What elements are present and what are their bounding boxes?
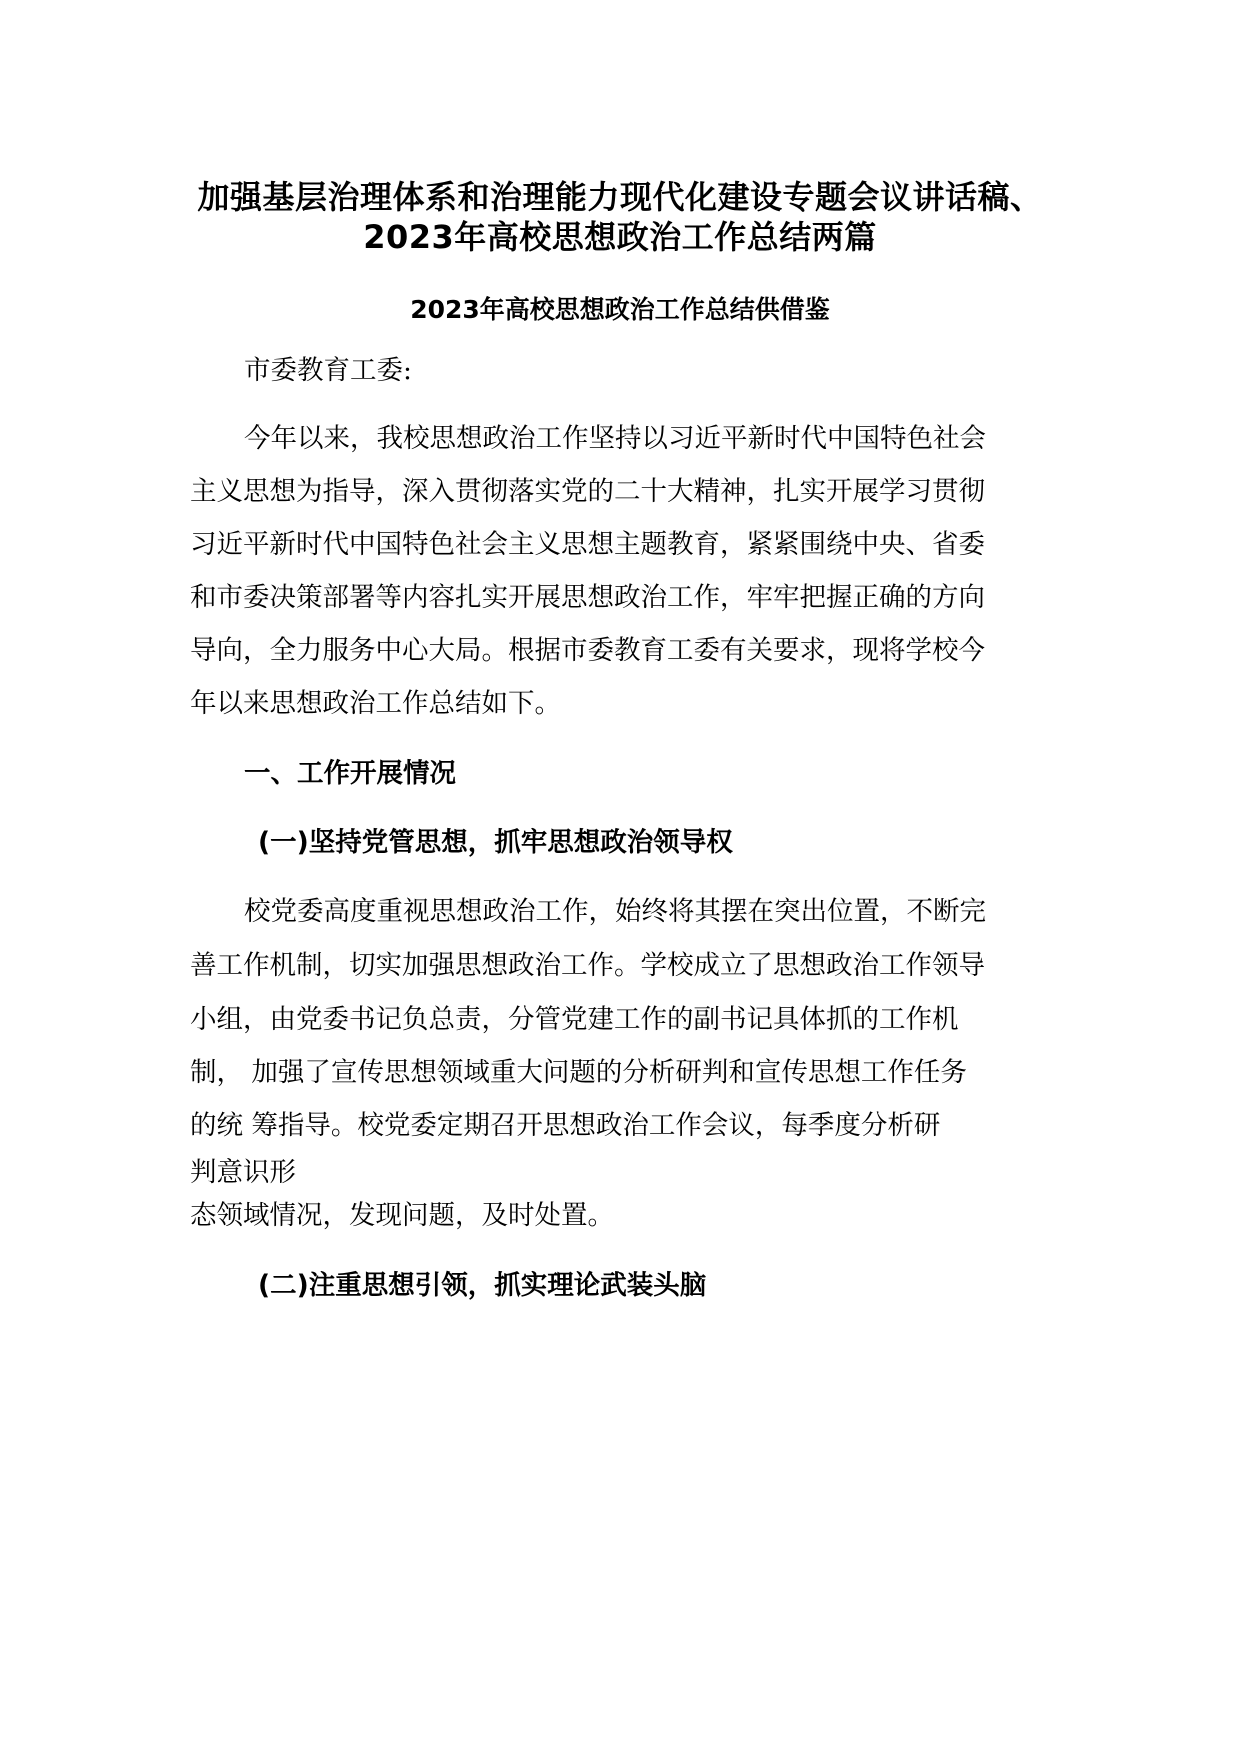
intro-line-5: 导向，全力服务中心大局。根据市委教育工委有关要求，现将学校今 (190, 635, 985, 666)
document-title-line-2: 2023年高校思想政治工作总结两篇 (363, 218, 877, 256)
subsection-1-heading: (一)坚持党管思想，抓牢思想政治领导权 (258, 827, 733, 858)
sub1-line-4: 制， 加强了宣传思想领域重大问题的分析研判和宣传思想工作任务 (190, 1057, 967, 1088)
intro-line-3: 习近平新时代中国特色社会主义思想主题教育，紧紧围绕中央、省委 (190, 529, 985, 560)
intro-line-2: 主义思想为指导，深入贯彻落实党的二十大精神，扎实开展学习贯彻 (190, 476, 985, 507)
intro-line-4: 和市委决策部署等内容扎实开展思想政治工作，牢牢把握正确的方向 (190, 582, 985, 613)
subsection-2-heading: (二)注重思想引领，抓实理论武装头脑 (258, 1270, 707, 1301)
sub1-line-1: 校党委高度重视思想政治工作，始终将其摆在突出位置，不断完 (244, 896, 986, 927)
intro-line-1: 今年以来，我校思想政治工作坚持以习近平新时代中国特色社会 (244, 423, 986, 454)
document-subtitle: 2023年高校思想政治工作总结供借鉴 (410, 295, 830, 324)
sub1-line-7: 态领域情况，发现问题，及时处置。 (190, 1200, 614, 1231)
intro-line-6: 年以来思想政治工作总结如下。 (190, 688, 561, 719)
sub1-line-2: 善工作机制，切实加强思想政治工作。学校成立了思想政治工作领导 (190, 950, 985, 981)
sub1-line-3: 小组，由党委书记负总责，分管党建工作的副书记具体抓的工作机 (190, 1004, 959, 1035)
sub1-line-5: 的统 筹指导。校党委定期召开思想政治工作会议，每季度分析研 (190, 1110, 941, 1141)
sub1-line-6: 判意识形 (190, 1157, 296, 1188)
salutation: 市委教育工委: (244, 355, 412, 386)
section-1-heading: 一、工作开展情况 (244, 758, 456, 789)
document-title-line-1: 加强基层治理体系和治理能力现代化建设专题会议讲话稿、 (197, 178, 1043, 216)
